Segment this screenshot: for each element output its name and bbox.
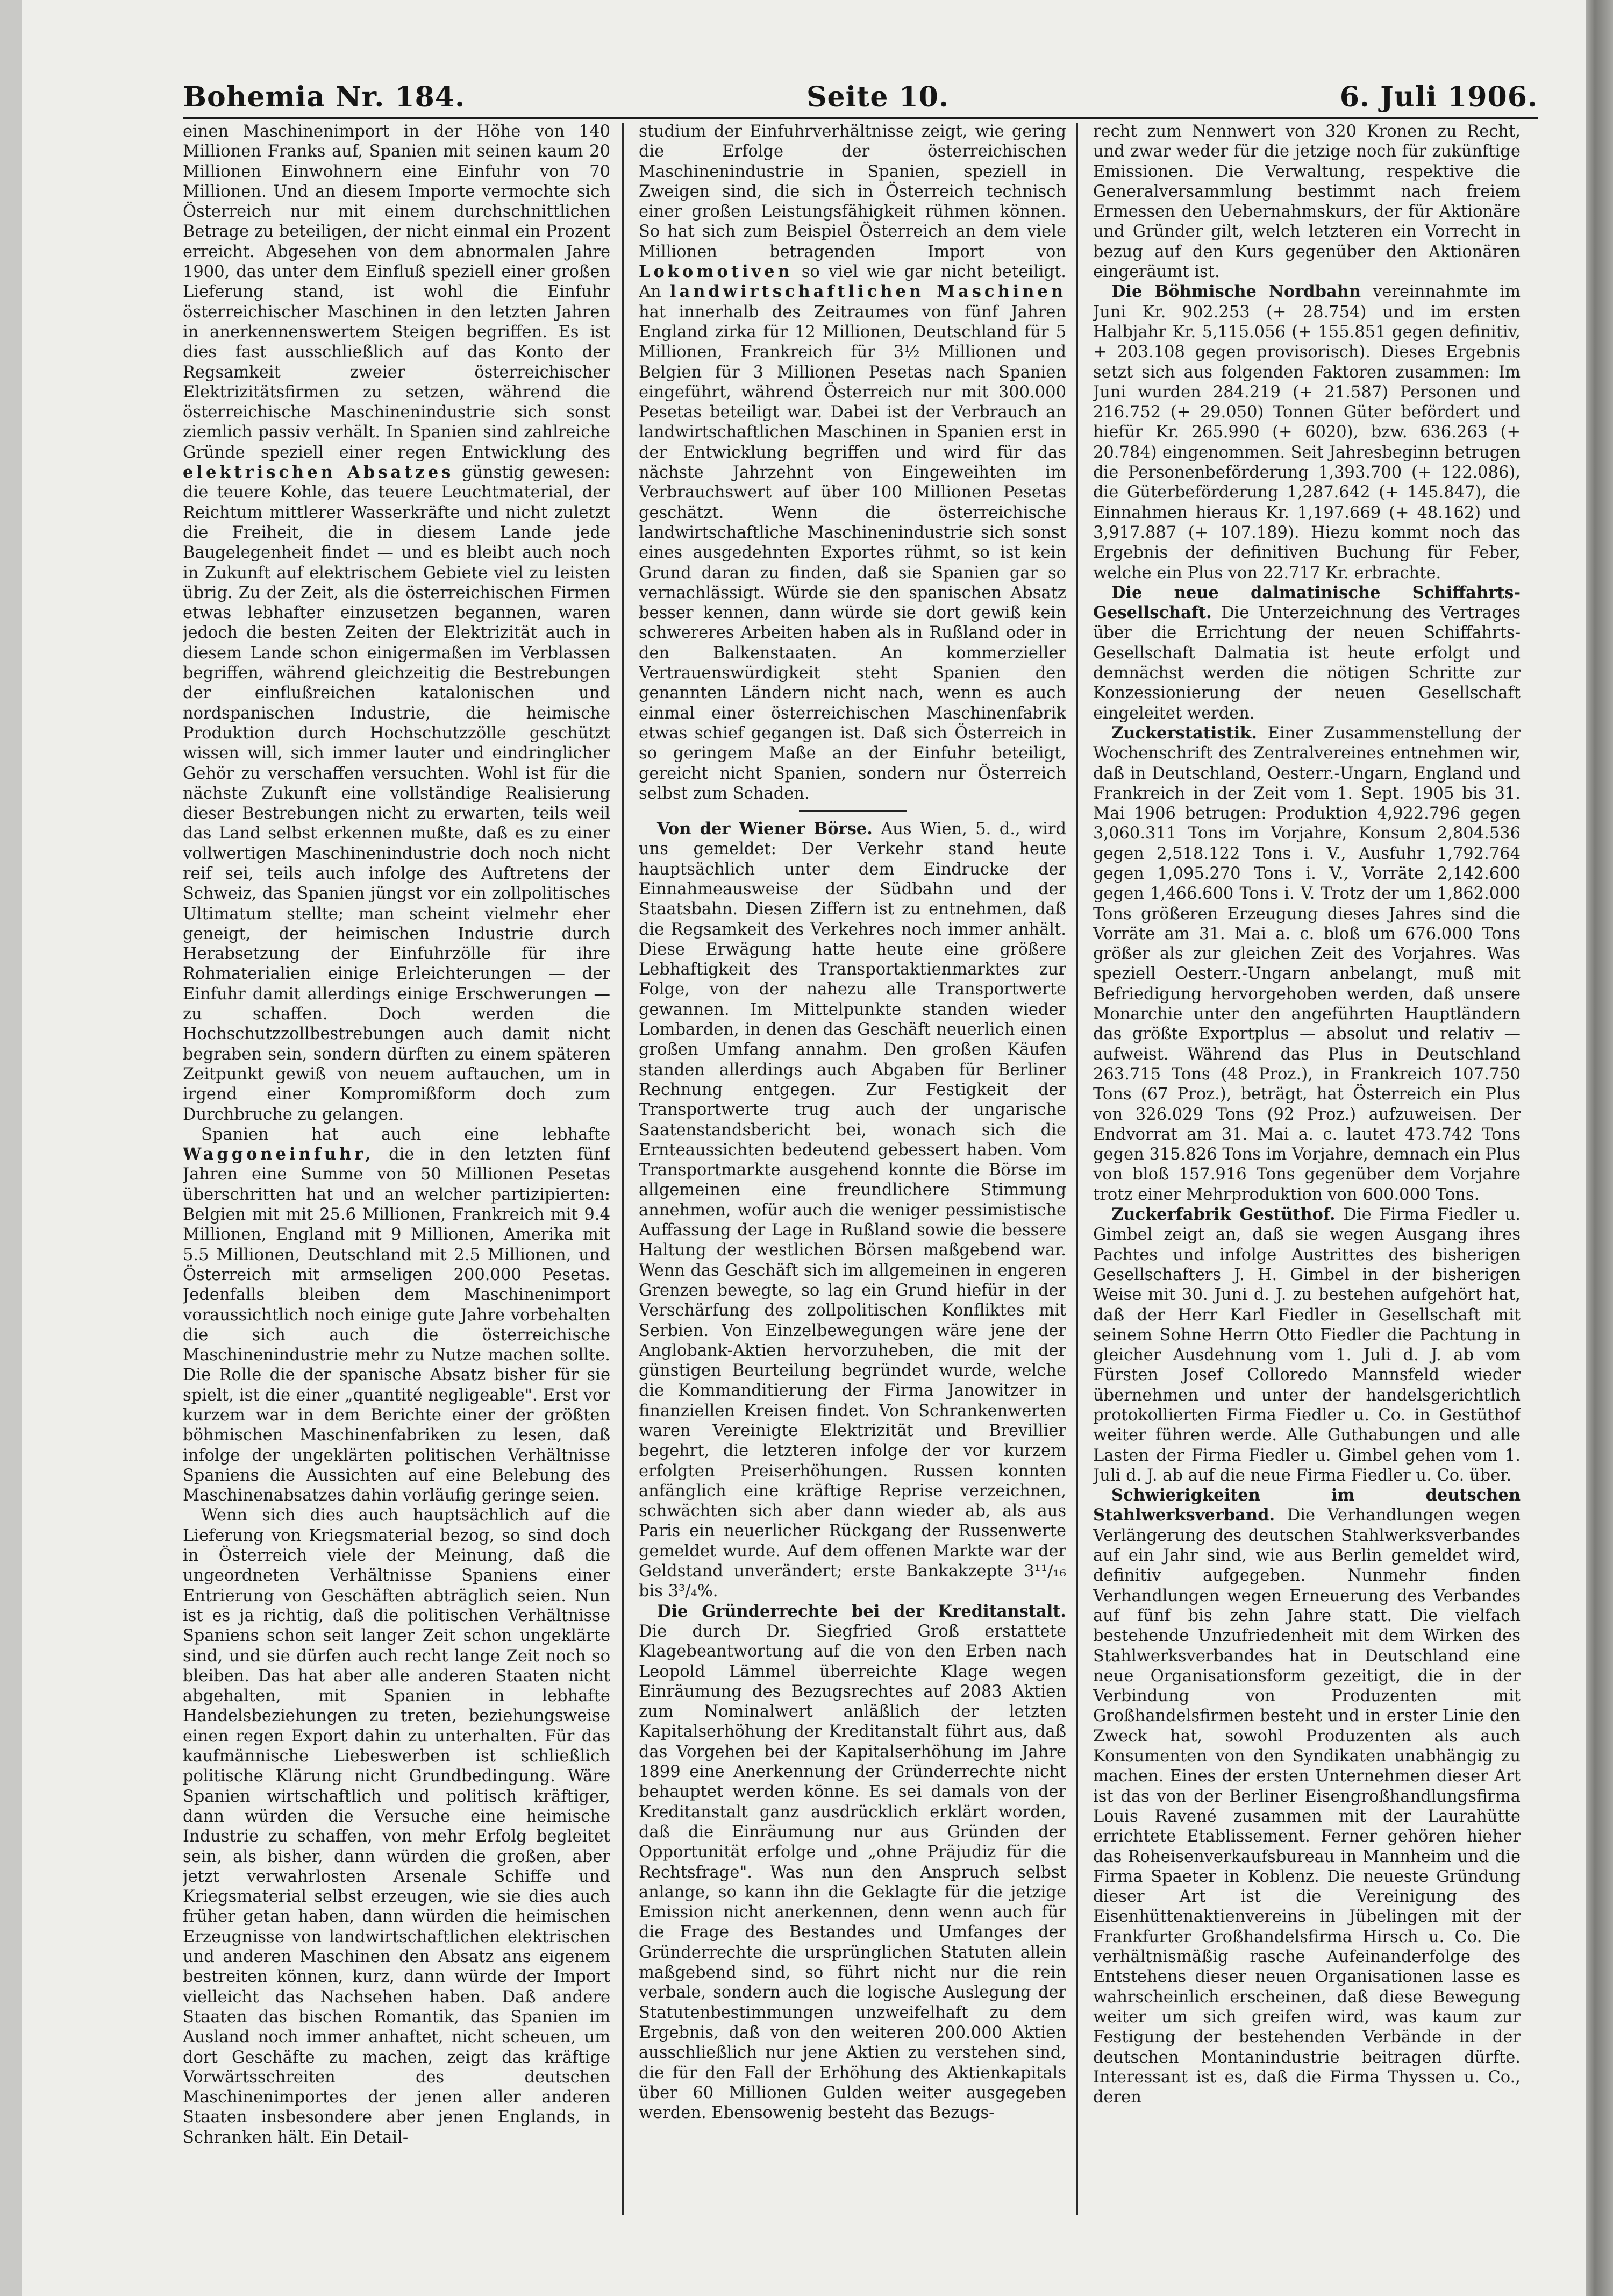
- header-rule: [183, 117, 1538, 119]
- paragraph: studium der Einfuhrverhältnisse zeigt, wie gering die Erfolge der österreichischen Maschinenindustrie in Spanien, speziell in Zweigen sind, die sich in Österreich technisch einer großen Leistungsfähigkeit rühmen können. So hat sich zum Beispiel Österreich an dem viele Millionen betragenden Import von Lokomotiven so viel wie gar nicht beteiligt. An landwirtschaftlichen Maschinen hat innerhalb des Zeitraumes von fünf Jahren England zirka für 12 Millionen, Deutschland für 5 Millionen, Frankreich für 3½ Millionen und Belgien für 3 Millionen Pesetas nach Spanien eingeführt, während Österreich nur mit 300.000 Pesetas beteiligt war. Dabei ist der Verbrauch an landwirtschaftlichen Maschinen in Spanien erst in der Entwicklung begriffen und wird für das nächste Jahrzehnt von Eingeweihten im Verbrauchswert auf über 100 Millionen Pesetas geschätzt. Wenn die österreichische landwirtschaftliche Maschinenindustrie sich sonst eines ausgedehnten Exportes rühmt, so ist kein Grund daran zu finden, daß sie Spanien gar so vernachlässigt. Würde sie den spanischen Absatz besser kennen, dann würde sie dort gewiß kein schwereres Arbeiten haben als in Rußland oder in den Balkenstaaten. An kommerzieller Vertrauenswürdigkeit steht Spanien den genannten Ländern nicht nach, wenn es auch einmal einer österreichischen Maschinenfabrik etwas schief gegangen ist. Daß sich Österreich in so geringem Maße an der Einfuhr beteiligt, gereicht nicht Spanien, sondern nur Österreich selbst zum Schaden.: [639, 122, 1066, 803]
- scan-edge: [1583, 0, 1613, 2296]
- column-3: [1093, 122, 1521, 2231]
- article-heading: Zuckerfabrik Gestüthof.: [1111, 1205, 1336, 1225]
- masthead-issue: Bohemia Nr. 184.: [183, 81, 466, 113]
- article: Zuckerstatistik. Einer Zusammenstellung der Wochenschrift des Zentralvereines entnehmen wir, daß in Deutschland, Oesterr.-Ungarn, England und Frankreich in der Zeit vom 1. Sept. 1905 bis 31. Mai 1906 betrugen: Produktion 4,922.796 gegen 3,060.311 Tons im Vorjahre, Konsum 2,804.536 gegen 2,518.122 Tons i. V., Ausfuhr 1,792.764 gegen 1,095.270 Tons i. V., Vorräte 2,142.600 gegen 1,466.600 Tons i. V. Trotz der um 1,862.000 Tons größeren Erzeugung dieses Jahres sind die Vorräte am 31. Mai a. c. bloß um 676.000 Tons größer als zur gleichen Zeit des Vorjahres. Was speziell Oesterr.-Ungarn anbelangt, muß mit Befriedigung hervorgehoben werden, daß unsere Monarchie unter den angeführten Hauptländern das größte Exportplus — absolut und relativ — aufweist. Während das Plus in Deutschland 263.715 Tons (48 Proz.), in Frankreich 107.750 Tons (67 Proz.), beträgt, hat Österreich ein Plus von 326.029 Tons (92 Proz.) aufzuweisen. Der Endvorrat am 31. Mai a. c. lautet 473.742 Tons gegen 315.826 Tons im Vorjahre, demnach ein Plus von bloß 157.916 Tons gegenüber dem Vorjahre trotz einer Mehrproduktion von 600.000 Tons.: [1093, 723, 1521, 1204]
- article: Von der Wiener Börse. Aus Wien, 5. d., wird uns gemeldet: Der Verkehr stand heute hauptsächlich unter dem Eindrucke der Einnahmeausweise der Südbahn und der Staatsbahn. Diesen Ziffern ist zu entnehmen, daß die Regsamkeit des Verkehres noch immer anhält. Diese Erwägung hatte heute eine größere Lebhaftigkeit des Transportaktienmarktes zur Folge, von der nahezu alle Transportwerte gewannen. Im Mittelpunkte standen wieder Lombarden, in denen das Geschäft neuerlich einen großen Umfang annahm. Den großen Käufen standen allerdings auch Abgaben für Berliner Rechnung entgegen. Zur Festigkeit der Transportwerte trug auch der ungarische Saatenstandsbericht bei, wonach sich die Ernteaussichten bedeutend gebessert haben. Vom Transportmarkte ausgehend konnte die Börse im allgemeinen eine freundlichere Stimmung annehmen, wofür auch die weniger pessimistische Auffassung der Lage in Rußland sowie die bessere Haltung der westlichen Börsen maßgebend war. Wenn das Geschäft sich im allgemeinen in engeren Grenzen bewegte, so lag ein Grund hiefür in der Verschärfung des zollpolitischen Konfliktes mit Serbien. Von Einzelbewegungen wäre jene der Anglobank-Aktien hervorzuheben, die mit der günstigen Beurteilung begründet wurde, welche die Kommanditierung der Firma Janowitzer in finanziellen Kreisen findet. Von Schrankenwerten waren Vereinigte Elektrizität und Brevillier begehrt, die letzteren infolge der vor kurzem erfolgten Preiserhöhungen. Russen konnten anfänglich eine kräftige Reprise verzeichnen, schwächten sich aber dann wieder ab, als aus Paris ein neuerlicher Rückgang der Russenwerte gemeldet wurde. Auf dem offenen Markte war der Geldstand unverändert; erste Bankakzepte 3¹¹/₁₆ bis 3³/₄%.: [639, 819, 1066, 1601]
- article: Die neue dalmatinische Schiffahrts-Gesellschaft. Die Unterzeichnung des Vertrages über die Errichtung der neuen Schiffahrts-Gesellschaft Dalmatia ist heute erfolgt und demnächst werden die nötigen Schritte zur Konzessionierung der neuen Gesellschaft eingeleitet werden.: [1093, 582, 1521, 723]
- column-rule: [622, 123, 624, 2215]
- article-heading: Die Böhmische Nordbahn: [1111, 282, 1361, 302]
- article-heading: Die neue dalmatinische Schiffahrts-Gesellschaft.: [1093, 582, 1521, 623]
- article: Die Böhmische Nordbahn vereinnahmte im Juni Kr. 902.253 (+ 28.754) und im ersten Halbjahr Kr. 5,115.056 (+ 155.851 gegen definitiv, + 203.108 gegen provisorisch). Dieses Ergebnis setzt sich aus folgenden Faktoren zusammen: Im Juni wurden 284.219 (+ 21.587) Personen und 216.752 (+ 29.050) Tonnen Güter befördert und hiefür Kr. 265.990 (+ 6020), bzw. 636.263 (+ 20.784) eingenommen. Seit Jahresbeginn betrugen die Personenbeförderung 1,393.700 (+ 122.086), die Güterbeförderung 1,287.642 (+ 145.847), die Einnahmen hieraus Kr. 1,197.669 (+ 48.162) und 3,917.887 (+ 107.189). Hiezu kommt noch das Ergebnis der definitiven Buchung für Feber, welche ein Plus von 22.717 Kr. erbrachte.: [1093, 282, 1521, 582]
- paragraph: einen Maschinenimport in der Höhe von 140 Millionen Franks auf, Spanien mit seinen kaum 20 Millionen Einwohnern eine Einfuhr von 70 Millionen. Und an diesem Importe vermochte sich Österreich nur mit einem durchschnittlichen Betrage zu beteiligen, der nicht einmal ein Prozent erreicht. Abgesehen von dem abnormalen Jahre 1900, das unter dem Einfluß speziell einer großen Lieferung stand, ist wohl die Einfuhr österreichischer Maschinen in den letzten Jahren in anerkennenswertem Steigen begriffen. Es ist dies fast ausschließlich auf das Konto der Regsamkeit zweier österreichischer Elektrizitätsfirmen zu setzen, während die österreichische Maschinenindustrie sich sonst ziemlich passiv verhält. In Spanien sind zahlreiche Gründe speziell einer regen Entwicklung des elektrischen Absatzes günstig gewesen: die teuere Kohle, das teuere Leuchtmaterial, der Reichtum mittlerer Wasserkräfte und nicht zuletzt die Freiheit, die in diesem Lande jede Baugelegenheit findet — und es bleibt auch noch in Zukunft auf elektrischem Gebiete viel zu leisten übrig. Zu der Zeit, als die österreichischen Firmen etwas lebhafter einzusetzen begannen, waren jedoch die besten Zeiten der Elektrizität auch in diesem Lande schon einigermaßen im Verblassen begriffen, während gleichzeitig die Bestrebungen der einflußreichen katalonischen und nordspanischen Industrie, die heimische Produktion durch Hochschutzzölle geschützt wissen will, sich immer lauter und eindringlicher Gehör zu verschaffen versuchten. Wohl ist für die nächste Zukunft eine vollständige Realisierung dieser Bestrebungen nicht zu erwarten, teils weil das Land selbst erkennen mußte, daß es zu einer vollwertigen Maschinenindustrie doch noch nicht reif sei, teils auch infolge des Auftretens der Schweiz, das Spanien jüngst vor ein zollpolitisches Ultimatum stellte; man scheint vielmehr eher geneigt, der heimischen Industrie durch Herabsetzung der Einfuhrzölle für ihre Rohmaterialien einige Erleichterungen — der Einfuhr damit allerdings einige Erschwerungen — zu schaffen. Doch werden die Hochschutzzollbestrebungen auch damit nicht begraben sein, sondern dürften zu einem späteren Zeitpunkt gewiß von neuem auftauchen, um in irgend einer Kompromißform doch zum Durchbruche zu gelangen.: [183, 122, 610, 1124]
- column-1: [183, 122, 610, 2231]
- article-heading: Die Gründerrechte bei der Kreditanstalt.: [657, 1601, 1066, 1621]
- section-divider: [799, 810, 907, 812]
- newspaper-page: [22, 0, 1586, 2296]
- article-heading: Von der Wiener Börse.: [657, 819, 873, 839]
- page-header: [183, 81, 1538, 118]
- paragraph: Wenn sich dies auch hauptsächlich auf die Lieferung von Kriegsmaterial bezog, so sind doch in Österreich viele der Meinung, daß die ungeordneten Verhältnisse Spaniens einer Entrierung von Geschäften abträglich seien. Nun ist es ja richtig, daß die politischen Verhältnisse Spaniens schon seit langer Zeit schon ungeklärte sind, und sie dürfen auch recht lange Zeit noch so bleiben. Das hat aber alle anderen Staaten nicht abgehalten, mit Spanien in lebhafte Handelsbeziehungen zu treten, beziehungsweise einen regen Export dahin zu unterhalten. Für das kaufmännische Liebeswerben ist schließlich politische Klärung nicht Grundbedingung. Wäre Spanien wirtschaftlich und politisch kräftiger, dann würden die Versuche eine heimische Industrie zu schaffen, von mehr Erfolg begleitet sein, als bisher, dann würden die großen, aber jetzt verwahrlosten Arsenale Schiffe und Kriegsmaterial selbst erzeugen, wie sie dies auch früher getan haben, dann würden die heimischen Erzeugnisse von landwirtschaftlichen elektrischen und anderen Maschinen den Absatz ans eigenem bestreiten können, kurz, dann würde der Import vielleicht das Nachsehen haben. Daß andere Staaten das bischen Romantik, das Spanien im Ausland noch immer anhaftet, nicht scheuen, um dort Geschäfte zu machen, zeigt das kräftige Vorwärtsschreiten des deutschen Maschinenimportes der jenen aller anderen Staaten insbesondere aber jenen Englands, in Schranken hält. Ein Detail-: [183, 1506, 610, 2147]
- page-number: Seite 10.: [806, 81, 950, 113]
- paragraph: Spanien hat auch eine lebhafte Waggoneinfuhr, die in den letzten fünf Jahren eine Summe von 50 Millionen Pesetas überschritten hat und an welcher partizipierten: Belgien mit mit 25.6 Millionen, Frankreich mit 9.4 Millionen, England mit 9 Millionen, Amerika mit 5.5 Millionen, Deutschland mit 2.5 Millionen, und Österreich mit armseligen 200.000 Pesetas. Jedenfalls bleiben dem Maschinenimport voraussichtlich noch einige gute Jahre vorbehalten die sich auch die österreichische Maschinenindustrie mehr zu Nutze machen sollte. Die Rolle die der spanische Absatz bisher für sie spielt, ist die einer „quantité negligeable". Erst vor kurzem war in dem Berichte einer der größten böhmischen Maschinenfabriken zu lesen, daß infolge der ungeklärten politischen Verhältnisse Spaniens die Aussichten auf eine Belebung des Maschinenabsatzes dahin vorläufig geringe seien.: [183, 1125, 610, 1505]
- article: Schwierigkeiten im deutschen Stahlwerksverband. Die Verhandlungen wegen Verlängerung des deutschen Stahlwerksverbandes auf ein Jahr sind, wie aus Berlin gemeldet wird, definitiv aufgegeben. Nunmehr finden Verhandlungen wegen Erneuerung des Verbandes auf fünf bis zehn Jahre statt. Die vielfach bestehende Unzufriedenheit mit dem Wirken des Stahlwerksverbandes hat in Deutschland eine neue Organisationsform gezeitigt, die in der Verbindung von Produzenten mit Großhandelsfirmen besteht und in erster Linie den Zweck hat, sowohl Produzenten als auch Konsumenten von den Syndikaten unabhängig zu machen. Eines der ersten Unternehmen dieser Art ist das von der Berliner Eisengroßhandlungsfirma Louis Ravené zusammen mit der Laurahütte errichtete Etablissement. Ferner gehören hieher das Roheisenverkaufsbureau in Mannheim und die Firma Spaeter in Koblenz. Die neueste Gründung dieser Art ist die Vereinigung des Eisenhüttenaktienvereins in Jübelingen mit der Frankfurter Großhandelsfirma Hirsch u. Co. Die verhältnismäßig rasche Aufeinanderfolge des Entstehens dieser neuen Organisationen lasse es wahrscheinlich erscheinen, daß diese Bewegung weiter um sich greifen wird, was kaum zur Festigung der bestehenden Verbände in der deutschen Montanindustrie beitragen dürfte. Interessant ist es, daß die Firma Thyssen u. Co., deren: [1093, 1485, 1521, 2107]
- article-heading: Zuckerstatistik.: [1111, 723, 1257, 743]
- column-rule: [1076, 123, 1078, 2215]
- article: Zuckerfabrik Gestüthof. Die Firma Fiedler u. Gimbel zeigt an, daß sie wegen Ausgang ihres Pachtes und infolge Austrittes des bisherigen Gesellschafters J. H. Gimbel in der bisherigen Weise mit 30. Juni d. J. zu bestehen aufgehört hat, daß der Herr Karl Fiedler in Gesellschaft mit seinem Sohne Herrn Otto Fiedler die Pachtung in gleicher Ausdehnung vom 1. Juli d. J. ab vom Fürsten Josef Colloredo Mannsfeld wieder übernehmen und unter der handelsgerichtlich protokollierten Firma Fiedler u. Co. in Gestüthof weiter führen werde. Alle Guthabungen und alle Lasten der Firma Fiedler u. Gimbel gehen vom 1. Juli d. J. ab auf die neue Firma Fiedler u. Co. über.: [1093, 1205, 1521, 1485]
- column-2: [639, 122, 1066, 2231]
- article: Die Gründerrechte bei der Kreditanstalt. Die durch Dr. Siegfried Groß erstattete Klagebeantwortung auf die von den Erben nach Leopold Lämmel überreichte Klage wegen Einräumung des Bezugsrechtes auf 2083 Aktien zum Nominalwert anläßlich der letzten Kapitalserhöhung der Kreditanstalt führt aus, daß das Vorgehen bei der Kapitalserhöhung im Jahre 1899 eine Anerkennung der Gründerrechte nicht behauptet werden könne. Es sei damals von der Kreditanstalt ganz ausdrücklich erklärt worden, daß die Einräumung nur aus Gründen der Opportunität erfolge und „ohne Präjudiz für die Rechtsfrage". Was nun den Anspruch selbst anlange, so kann ihn die Geklagte für die jetzige Emission nicht anerkennen, denn wenn auch für die Frage des Bestandes und Umfanges der Gründerrechte die ursprünglichen Statuten allein maßgebend sind, so führt nicht nur die rein verbale, sondern auch die logische Auslegung der Statutenbestimmungen unzweifelhaft zu dem Ergebnis, daß von den weiteren 200.000 Aktien ausschließlich nur jene Aktien zu verstehen sind, die für den Fall der Erhöhung des Aktienkapitals über 60 Millionen Gulden weiter ausgegeben werden. Ebensowenig besteht das Bezugs-: [639, 1601, 1066, 2123]
- issue-date: 6. Juli 1906.: [1339, 81, 1538, 113]
- paragraph: recht zum Nennwert von 320 Kronen zu Recht, und zwar weder für die jetzige noch für zukünftige Emissionen. Die Verwaltung, respektive die Generalversammlung bestimmt nach freiem Ermessen den Uebernahmskurs, der für Aktionäre und Gründer gilt, welch letzteren ein Vorrecht in bezug auf den Kurs gegenüber den Aktionären eingeräumt ist.: [1093, 122, 1521, 282]
- article-heading: Schwierigkeiten im deutschen Stahlwerksverband.: [1093, 1485, 1521, 1525]
